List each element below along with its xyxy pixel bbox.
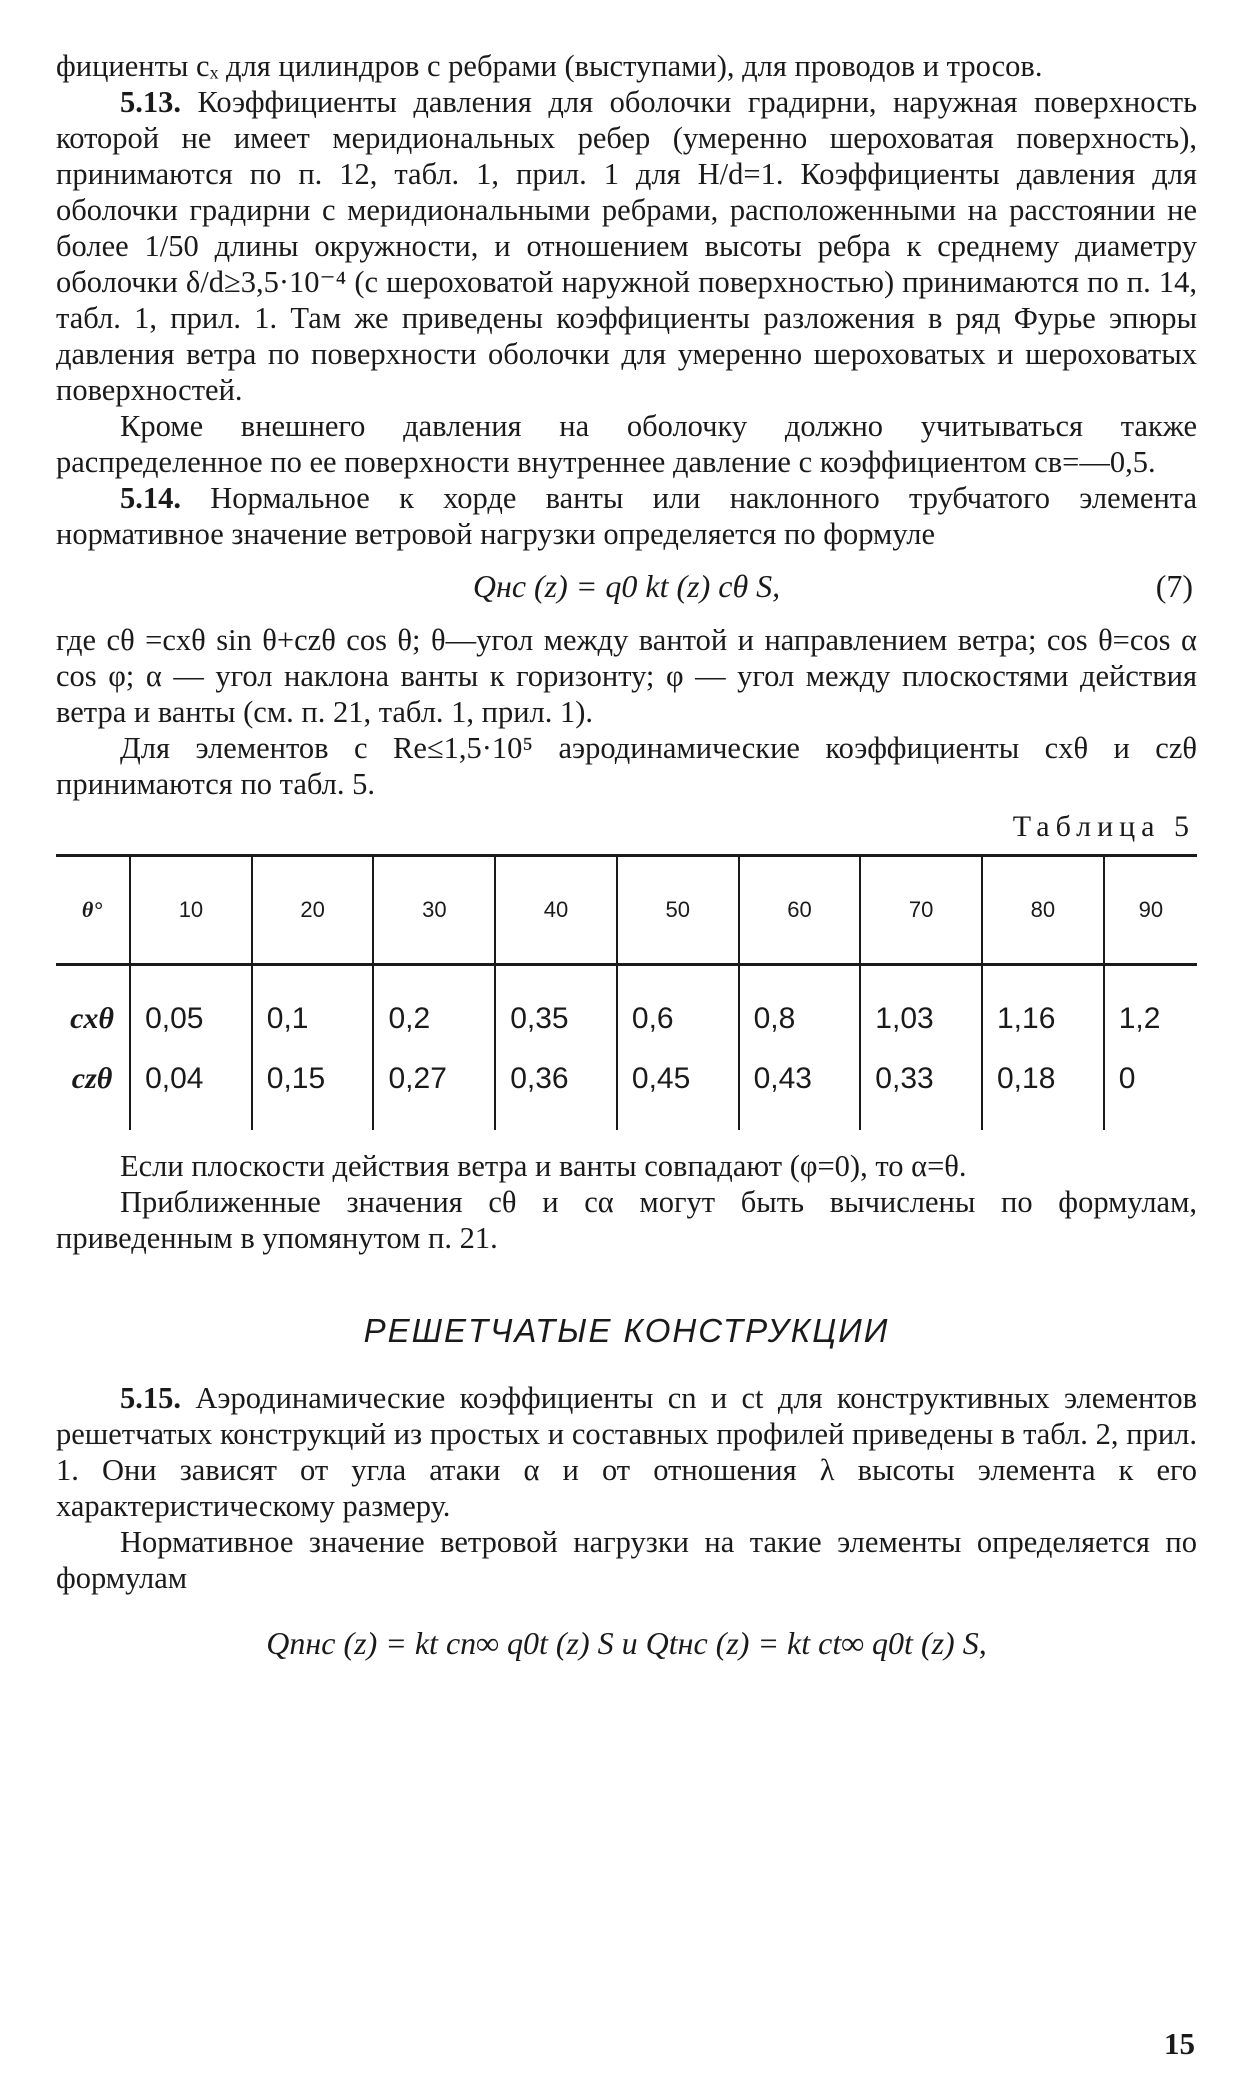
paragraph-number: 5.14.	[120, 481, 181, 515]
table-cell: 0,1	[252, 965, 374, 1050]
table-cell: 0,36	[495, 1049, 617, 1130]
table-header-row	[56, 856, 1197, 965]
table-cell: 0,2	[373, 965, 495, 1050]
table-header-cell: 90	[1104, 856, 1197, 965]
paragraph-number: 5.15.	[120, 1381, 181, 1415]
table-cell: 0,33	[860, 1049, 982, 1130]
table-header-cell: 20	[252, 856, 374, 965]
paragraph-5-13	[56, 84, 1197, 408]
table-header-cell: 50	[617, 856, 739, 965]
table-header-cell: 80	[982, 856, 1104, 965]
formula-lattice: Qnнс (z) = kt cn∞ q0t (z) S и Qtнс (z) = kt ct∞ q0t (z) S,	[266, 1625, 987, 1661]
table-caption: Таблица 5	[1012, 810, 1195, 843]
table-cell: 0,43	[739, 1049, 861, 1130]
paragraph-normative-load: Нормативное значение ветровой нагрузки на такие элементы определяется по формулам	[56, 1525, 1197, 1595]
paragraph-internal-pressure: Кроме внешнего давления на оболочку должно учитываться также распределенное по ее поверхности внутреннее давление с коэффициентом cв=—0,5.	[56, 409, 1197, 479]
paragraph-number: 5.13.	[120, 85, 181, 119]
table-header-cell: 60	[739, 856, 861, 965]
paragraph-text: Аэродинамические коэффициенты cn и ct для конструктивных элементов решетчатых конструкций из простых и составных профилей приведены в табл. 2, прил. 1. Они зависят от угла атаки α и от отношения λ высоты элемента к его характеристическому размеру.	[56, 1381, 1198, 1523]
table-cell: 0,04	[130, 1049, 252, 1130]
table-header-cell: 10	[130, 856, 252, 965]
section-title: РЕШЕТЧАТЫЕ КОНСТРУКЦИИ	[363, 1312, 890, 1349]
formula-7-expression: Qнс (z) = q0 kt (z) cθ S,	[472, 568, 781, 604]
table-5	[56, 854, 1197, 1130]
table-header-cell: 70	[860, 856, 982, 965]
paragraph-reynolds: Для элементов с Re≤1,5·10⁵ аэродинамические коэффициенты cxθ и czθ принимаются по табл. 5.	[56, 731, 1197, 801]
table-cell: 1,16	[982, 965, 1104, 1050]
table-header-label: θ°	[56, 856, 130, 965]
table-row	[56, 965, 1197, 1050]
table-row-label: cxθ	[70, 1002, 114, 1035]
table-cell: 1,2	[1104, 965, 1197, 1050]
paragraph-text: Коэффициенты давления для оболочки градирни, наружная поверхность которой не имеет меридиональных ребер (умеренно шероховатая поверхность), принимаются по п. 12, табл. 1, прил. 1 для H/d=1. Коэффициенты давления для оболочки градирни с меридиональными ребрами, расположенными на расстоянии не более 1/50 длины окружности, и отношением высоты ребра к среднему диаметру оболочки δ/d≥3,5·10⁻⁴ (с шероховатой наружной поверхностью) принимаются по п. 14, табл. 1, прил. 1. Там же приведены коэффициенты разложения в ряд Фурье эпюры давления ветра по поверхности оболочки для умеренно шероховатых и шероховатых поверхностей.	[56, 85, 1197, 407]
table-cell: 0,18	[982, 1049, 1104, 1130]
table-cell: 0	[1104, 1049, 1197, 1130]
table-cell: 0,8	[739, 965, 861, 1050]
table-header-cell: 30	[373, 856, 495, 965]
paragraph-approximate-values: Приближенные значения cθ и cα могут быть вычислены по формулам, приведенным в упомянутом п. 21.	[56, 1185, 1197, 1255]
table-cell: 0,05	[130, 965, 252, 1050]
table-cell: 0,15	[252, 1049, 374, 1130]
table-cell: 0,35	[495, 965, 617, 1050]
table-cell: 0,6	[617, 965, 739, 1050]
table-row	[56, 1049, 1197, 1130]
paragraph-text: Нормальное к хорде ванты или наклонного трубчатого элемента нормативное значение ветровой нагрузки определяется по формуле	[56, 481, 1198, 551]
paragraph-planes-coincide: Если плоскости действия ветра и ванты совпадают (φ=0), то α=θ.	[120, 1149, 967, 1183]
paragraph-5-14	[56, 480, 1197, 552]
formula-7-number: (7)	[1155, 568, 1193, 604]
table-row-label: czθ	[71, 1062, 113, 1095]
paragraph-continuation: фициенты cₓ для цилиндров с ребрами (выступами), для проводов и тросов.	[56, 49, 1043, 83]
table-cell: 1,03	[860, 965, 982, 1050]
paragraph-5-15	[56, 1380, 1197, 1524]
table-cell: 0,45	[617, 1049, 739, 1130]
paragraph-formula-explanation: где cθ =cxθ sin θ+czθ cos θ; θ—угол между вантой и направлением ветра; cos θ=cos α cos φ; α — угол наклона ванты к горизонту; φ — угол между плоскостями действия ветра и ванты (см. п. 21, табл. 1, прил. 1).	[56, 623, 1197, 729]
page-number: 15	[1164, 2026, 1195, 2061]
table-cell: 0,27	[373, 1049, 495, 1130]
table-header-cell: 40	[495, 856, 617, 965]
formula-7	[56, 560, 1197, 616]
